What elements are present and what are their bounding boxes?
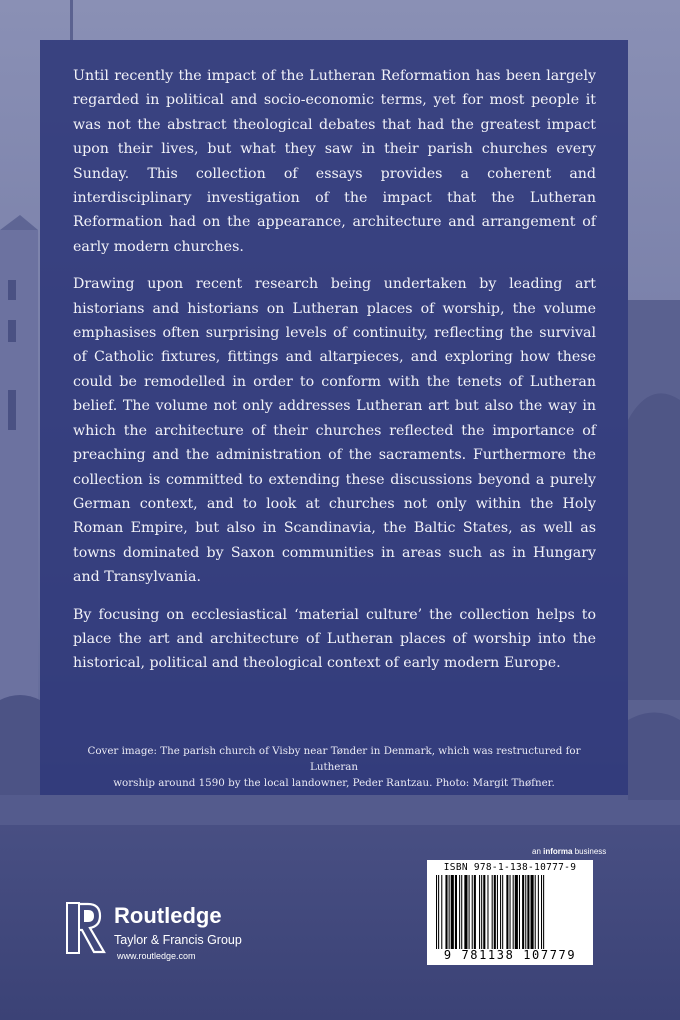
- barcode-bar: [497, 875, 498, 949]
- barcode-bar: [459, 875, 460, 949]
- informa-suffix: business: [572, 847, 607, 856]
- barcode-bar: [481, 875, 482, 949]
- publisher-name: Routledge: [114, 903, 222, 928]
- routledge-r-icon: [66, 902, 106, 954]
- barcode-bar: [492, 875, 493, 949]
- barcode-bar: [472, 875, 473, 949]
- description-paragraph-2: Drawing upon recent research being undertaken by leading art historians and historians on Lutheran places of worship, the volume emphasises often surprising levels of continuity, reflecting the survival of Catholic fixtures, fittings and altarpieces, and exploring how these could be remodelled in order to conform with the tenets of Lutheran belief. The volume not only addresses Lutheran art but also the way in which the architecture of their churches reflected the importance of preaching and the administration of the sacraments. Furthermore the collection is committed to extending these discussions beyond a purely German context, and to look at churches not only within the Holy Roman Empire, but also in Scandinavia, the Baltic States, as well as towns dominated by Saxon communities in areas such as in Hungary and Transylvania.: [73, 276, 596, 586]
- informa-prefix: an: [532, 847, 544, 856]
- barcode-bar: [525, 875, 526, 949]
- barcode-bar: [494, 875, 496, 949]
- barcode-bar: [479, 875, 480, 949]
- barcode-bar: [538, 875, 539, 949]
- barcode-bar: [487, 875, 488, 949]
- barcode-bar: [438, 875, 439, 949]
- barcode-bar: [461, 875, 462, 949]
- barcode-bar: [483, 875, 485, 949]
- barcode-bar: [513, 875, 514, 949]
- barcode-bar: [502, 875, 503, 949]
- isbn-barcode: [427, 860, 593, 965]
- book-description: [73, 64, 596, 689]
- barcode-bar: [541, 875, 542, 949]
- barcode-bar: [510, 875, 511, 949]
- barcode-bar: [449, 875, 450, 949]
- barcode-bar: [531, 875, 534, 949]
- caption-line-2: worship around 1590 by the local landowner, Peder Rantzau. Photo: Margit Thøfner.: [113, 777, 555, 789]
- barcode-bar: [455, 875, 457, 949]
- blurb-panel: [40, 40, 628, 795]
- barcode-bar: [451, 875, 454, 949]
- barcode-bar: [519, 875, 520, 949]
- barcode-bar: [535, 875, 536, 949]
- barcode-bar: [469, 875, 470, 949]
- barcode-bars: [436, 875, 586, 949]
- publisher-url: www.routledge.com: [117, 951, 196, 961]
- barcode-bar: [441, 875, 442, 949]
- barcode-bar: [464, 875, 467, 949]
- barcode-bar: [474, 875, 476, 949]
- barcode-bar: [436, 875, 437, 949]
- barcode-bar: [522, 875, 524, 949]
- description-paragraph-3: By focusing on ecclesiastical ‘material culture’ the collection helps to place the art and architecture of Lutheran places of worship into the historical, political and theological context of early modern Europe.: [73, 606, 596, 672]
- isbn-label: ISBN 978-1-138-10777-9: [443, 862, 577, 873]
- informa-brand: informa: [543, 847, 573, 856]
- barcode-bar: [445, 875, 447, 949]
- barcode-digits: 9 781138 107779: [443, 948, 577, 962]
- publisher-group: Taylor & Francis Group: [114, 933, 242, 947]
- barcode-bar: [527, 875, 529, 949]
- description-paragraph-1: Until recently the impact of the Lutheran Reformation has been largely regarded in political and socio-economic terms, yet for most people it was not the abstract theological debates that had the greatest impact upon their lives, but what they saw in their parish churches every Sunday. This collection of essays provides a coherent and interdisciplinary investigation of the impact that the Lutheran Reformation had on the appearance, architecture and arrangement of early modern churches.: [73, 68, 596, 255]
- barcode-bar: [500, 875, 501, 949]
- cover-image-caption: [70, 743, 598, 791]
- informa-business-label: [532, 847, 606, 856]
- barcode-bar: [506, 875, 508, 949]
- barcode-bar: [543, 875, 544, 949]
- barcode-bar: [515, 875, 518, 949]
- caption-line-1: Cover image: The parish church of Visby near Tønder in Denmark, which was restructured for Lutheran: [87, 745, 581, 773]
